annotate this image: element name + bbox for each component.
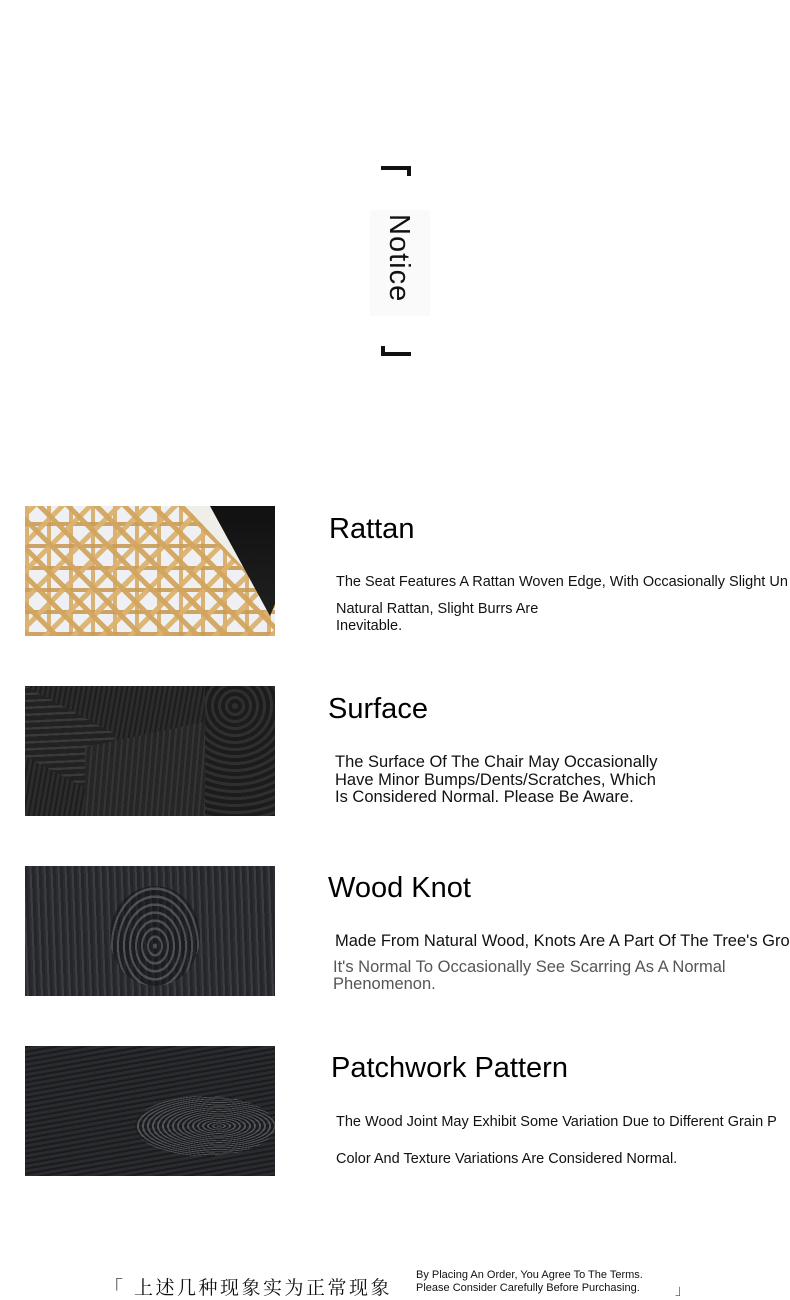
rattan-text-line-1: The Seat Features A Rattan Woven Edge, With Occasionally Slight Un xyxy=(336,574,788,590)
surface-text-line-3: Is Considered Normal. Please Be Aware. xyxy=(335,788,634,806)
notice-title: Notice xyxy=(383,214,415,303)
wood-knot-image xyxy=(25,866,275,996)
patchwork-image xyxy=(25,1046,275,1176)
surface-image xyxy=(25,686,275,816)
section-title-wood-knot: Wood Knot xyxy=(328,872,471,904)
footer-terms-line-1: By Placing An Order, You Agree To The Terms. xyxy=(416,1269,643,1281)
rattan-text-line-3: Inevitable. xyxy=(336,618,403,634)
footer-terms xyxy=(416,1269,643,1295)
surface-text-line-2: Have Minor Bumps/Dents/Scratches, Which xyxy=(335,771,656,789)
wood-knot-text-line-2: It's Normal To Occasionally See Scarring As A Normal xyxy=(333,958,726,976)
rattan-text-line-2: Natural Rattan, Slight Burrs Are xyxy=(336,601,539,617)
wood-knot-text-line-3: Phenomenon. xyxy=(333,975,436,993)
rattan-image xyxy=(25,506,275,636)
section-title-patchwork: Patchwork Pattern xyxy=(331,1052,568,1084)
footer-close-bracket: 」 xyxy=(675,1283,689,1299)
footer-chinese-note: 「 上述几种现象实为正常现象 xyxy=(104,1277,393,1299)
notice-header xyxy=(370,160,430,365)
section-title-rattan: Rattan xyxy=(329,513,415,545)
notice-title-box xyxy=(370,210,430,316)
section-title-surface: Surface xyxy=(328,693,428,725)
patchwork-text-line-1: The Wood Joint May Exhibit Some Variation Due to Different Grain P xyxy=(336,1114,777,1130)
bracket-close-icon xyxy=(381,346,411,356)
surface-text-line-1: The Surface Of The Chair May Occasionally xyxy=(335,753,658,771)
bracket-open-icon xyxy=(381,166,411,176)
wood-knot-text-line-1: Made From Natural Wood, Knots Are A Part Of The Tree's Gro xyxy=(335,932,790,950)
footer-terms-line-2: Please Consider Carefully Before Purchasing. xyxy=(416,1282,640,1294)
patchwork-text-line-2: Color And Texture Variations Are Considered Normal. xyxy=(336,1151,678,1167)
